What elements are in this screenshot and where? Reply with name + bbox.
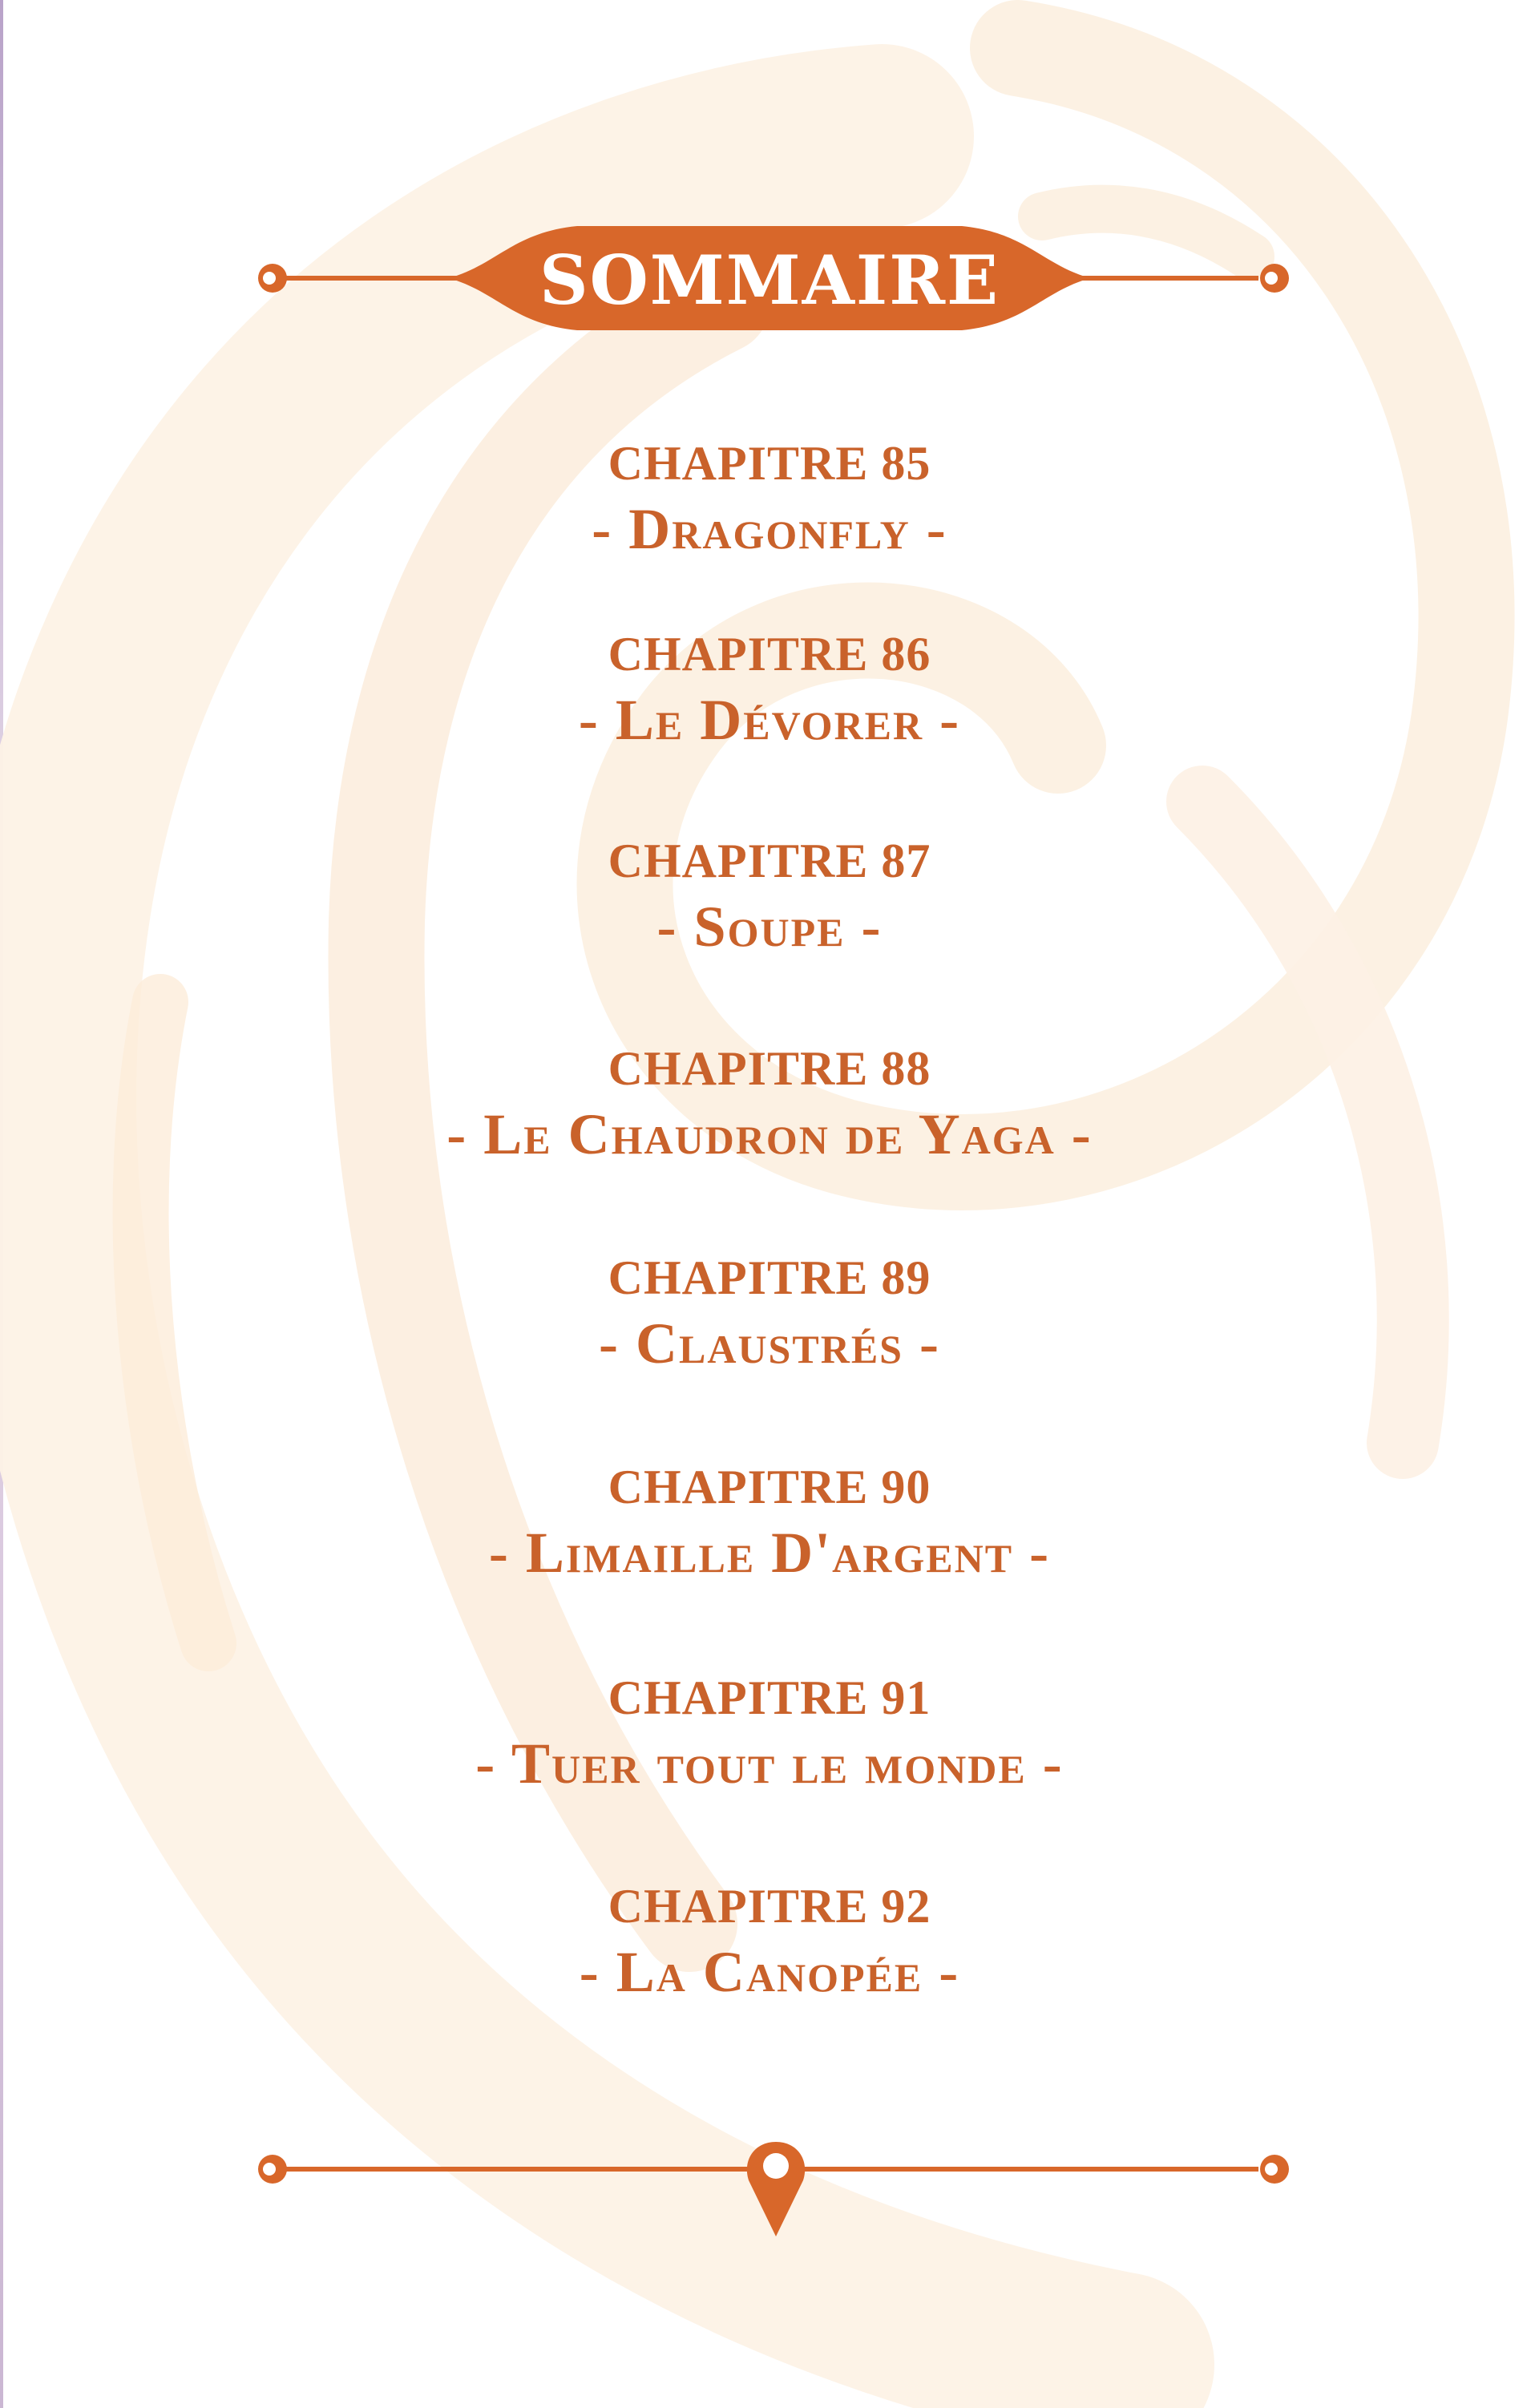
chapter-number: CHAPITRE 88	[608, 1042, 931, 1095]
list-item	[0, 1876, 1539, 2007]
chapter-number: CHAPITRE 87	[608, 834, 931, 887]
chapter-number: CHAPITRE 85	[608, 437, 931, 490]
chapter-title: - Limaille D'argent -	[488, 1521, 1051, 1585]
list-item	[0, 830, 1539, 962]
page-title: SOMMAIRE	[539, 240, 1000, 320]
chapter-number: CHAPITRE 91	[608, 1671, 931, 1724]
list-item	[0, 1038, 1539, 1170]
footer-divider-ornament	[0, 2124, 1539, 2269]
list-item	[0, 1457, 1539, 1588]
chapter-title: - Le Dévorer -	[578, 688, 961, 752]
list-item	[0, 624, 1539, 755]
chapter-number: CHAPITRE 86	[608, 628, 931, 681]
chapter-number: CHAPITRE 89	[608, 1251, 931, 1304]
chapter-title: - Claustrés -	[599, 1311, 940, 1376]
chapter-title: - Soupe -	[656, 895, 883, 959]
list-item	[0, 1667, 1539, 1799]
list-item	[0, 433, 1539, 564]
chapter-number: CHAPITRE 92	[608, 1880, 931, 1933]
chapter-number: CHAPITRE 90	[608, 1461, 931, 1513]
chapter-title: - Tuer tout le monde -	[475, 1731, 1064, 1796]
chapter-title: - Le Chaudron de Yaga -	[446, 1102, 1093, 1166]
chapter-title: - La Canopée -	[579, 1940, 960, 2004]
list-item	[0, 1247, 1539, 1379]
chapter-title: - Dragonfly -	[592, 497, 947, 561]
